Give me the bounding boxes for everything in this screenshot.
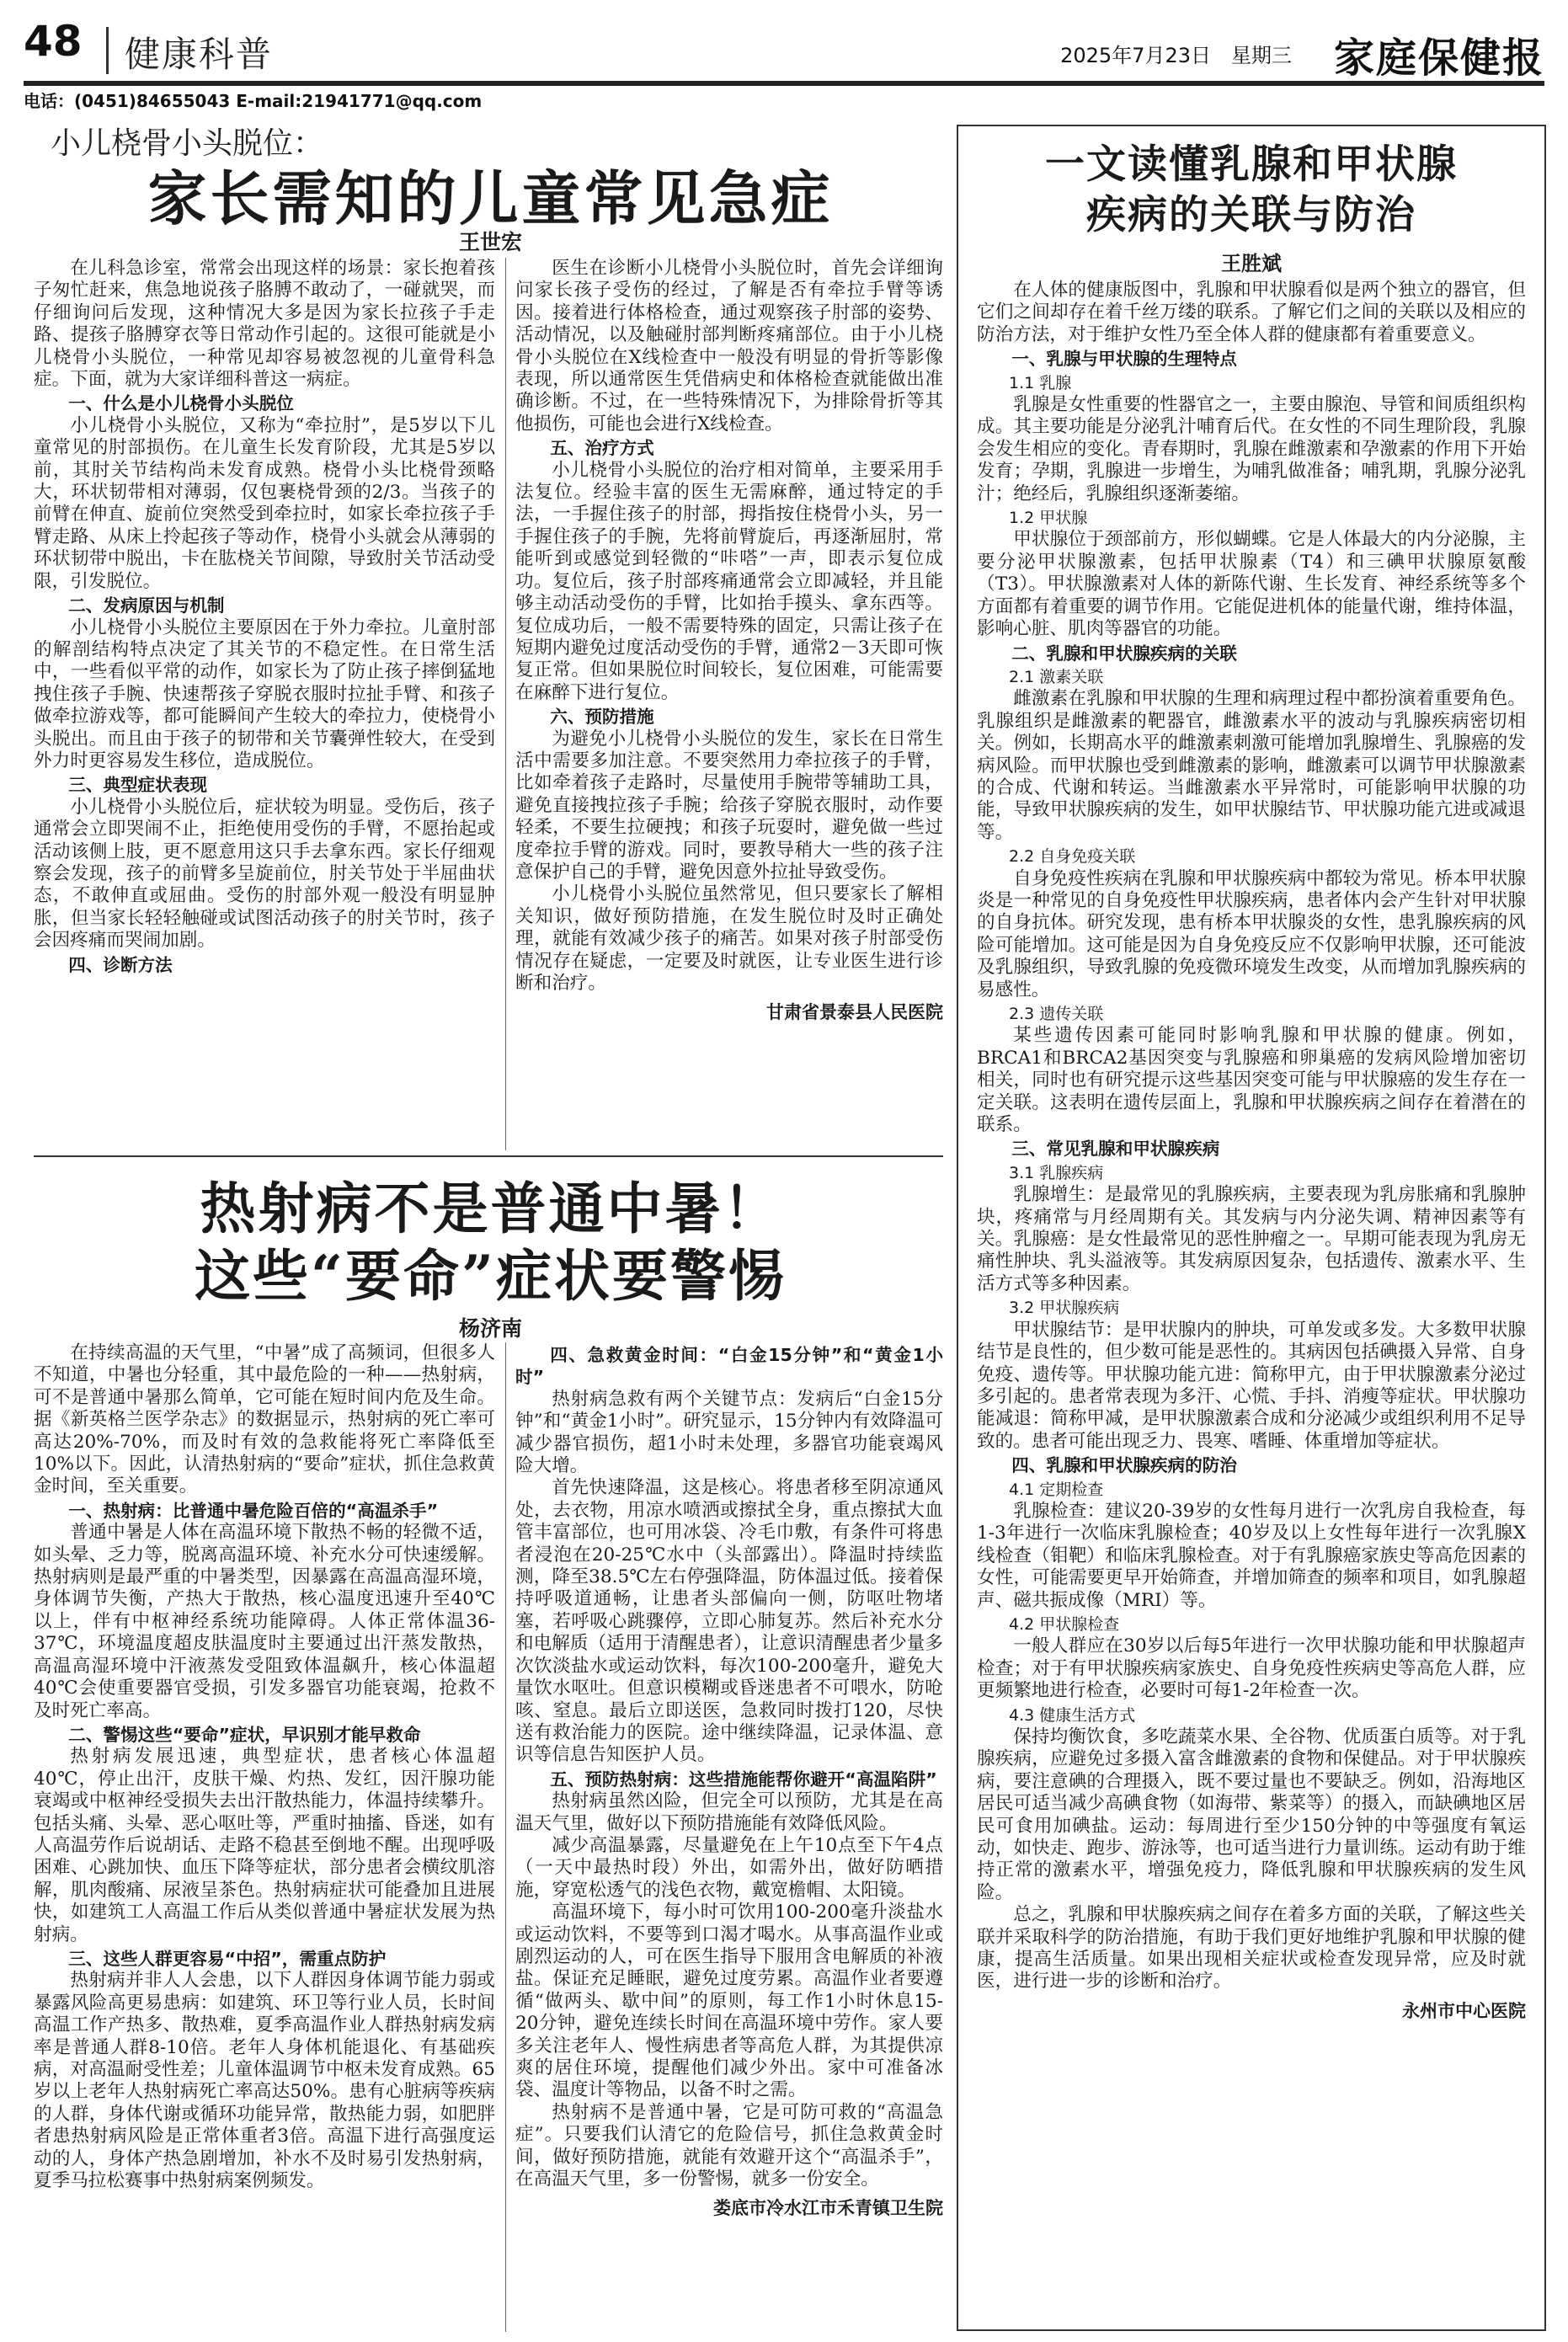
article3-title-line1: 一文读懂乳腺和甲状腺 — [1045, 141, 1458, 188]
section-name: 健康科普 — [125, 34, 274, 75]
paragraph: 甲状腺位于颈部前方，形似蝴蝶。它是人体最大的内分泌腺，主要分泌甲状腺激素，包括甲状腺素（T4）和三碘甲状腺原氨酸（T3）。甲状腺激素对人体的新陈代谢、生长发育、神经系统等多个方面都有着重要的调节作用。它能促进机体的能量代谢，维持体温，影响心脏、肌肉等器官的功能。 — [977, 529, 1526, 640]
subsection-heading: 4.1 定期检查 — [1009, 1480, 1104, 1499]
article3-body — [977, 280, 1526, 2321]
paragraph: 乳腺增生：是最常见的乳腺疾病，主要表现为乳房胀痛和乳腺肿块，疼痛常与月经周期有关。其发病与内分泌失调、精神因素等有关。乳腺癌：是女性最常见的恶性肿瘤之一。早期可能表现为乳房无痛性肿块、乳头溢液等。其发病原因复杂，包括遗传、激素水平、生活方式等多种因素。 — [977, 1184, 1526, 1294]
article3-title — [960, 140, 1543, 241]
section-heading: 二、警惕这些“要命”症状，早识别才能早救命 — [68, 1724, 421, 1745]
subsection-heading: 4.3 健康生活方式 — [1009, 1705, 1136, 1725]
article2-column-2 — [515, 1342, 943, 2332]
paragraph: 小儿桡骨小头脱位的治疗相对简单，主要采用手法复位。经验丰富的医生无需麻醉，通过特定的手法，一手握住孩子的肘部，拇指按住桡骨小头，另一手握住孩子的手腕，先将前臂旋后，再逐渐屈肘，常能听到或感觉到轻微的“咔嗒”一声，即表示复位成功。复位后，孩子肘部疼痛通常会立即减轻，并且能够主动活动受伤的手臂，比如抬手摸头、拿东西等。复位成功后，一般不需要特殊的固定，只需让孩子在短期内避免过度活动受伤的手臂，通常2－3天即可恢复正常。但如果脱位时间较长，复位困难，可能需要在麻醉下进行复位。 — [515, 459, 943, 703]
paragraph: 甲状腺结节：是甲状腺内的肿块，可单发或多发。大多数甲状腺结节是良性的，但少数可能是恶性的。其病因包括碘摄入异常、自身免疫、遗传等。甲状腺功能亢进：简称甲亢，由于甲状腺激素分泌过多引起的。患者常表现为多汗、心慌、手抖、消瘦等症状。甲状腺功能减退：简称甲减，是甲状腺激素合成和分泌减少或组织利用不足导致的。患者可能出现乏力、畏寒、嗜睡、体重增加等症状。 — [977, 1319, 1526, 1452]
paragraph: 总之，乳腺和甲状腺疾病之间存在着多方面的关联，了解这些关联并采取科学的防治措施，有助于我们更好地维护乳腺和甲状腺的健康，提高生活质量。如果出现相关症状或检查发现异常，应及时就医，进行进一步的诊断和治疗。 — [977, 1904, 1526, 1993]
paragraph: 热射病虽然凶险，但完全可以预防，尤其是在高温天气里，做好以下预防措施能有效降低风险。 — [515, 1790, 943, 1834]
section-heading: 五、预防热射病：这些措施能帮你避开“高温陷阱” — [550, 1769, 937, 1790]
article2-title-line2: 这些“要命”症状要警惕 — [195, 1243, 787, 1309]
article3-title-line2: 疾病的关联与防治 — [1086, 192, 1416, 238]
article1-title: 家长需知的儿童常见急症 — [147, 163, 834, 233]
paragraph: 雌激素在乳腺和甲状腺的生理和病理过程中都扮演着重要角色。乳腺组织是雌激素的靶器官，雌激素水平的波动与乳腺疾病密切相关。例如，长期高水平的雌激素刺激可能增加乳腺增生、乳腺癌的发病风险。而甲状腺也受到雌激素的影响，雌激素可以调节甲状腺激素的合成、代谢和转运。当雌激素水平异常时，可能影响甲状腺的功能，导致甲状腺疾病的发生，如甲状腺结节、甲状腺功能亢进或减退等。 — [977, 688, 1526, 843]
article2-column-1 — [34, 1342, 495, 2332]
paragraph: 自身免疫性疾病在乳腺和甲状腺疾病中都较为常见。桥本甲状腺炎是一种常见的自身免疫性甲状腺疾病，患者体内会产生针对甲状腺的自身抗体。研究发现，患有桥本甲状腺炎的女性，患乳腺疾病的风险可能增加。这可能是因为自身免疫反应不仅影响甲状腺，还可能波及乳腺组织，导致乳腺的免疫微环境发生改变，从而增加乳腺疾病的易感性。 — [977, 867, 1526, 1000]
paragraph: 减少高温暴露，尽量避免在上午10点至下午4点（一天中最热时段）外出，如需外出，做好防晒措施，穿宽松透气的浅色衣物，戴宽檐帽、太阳镜。 — [515, 1834, 943, 1901]
section-heading: 二、乳腺和甲状腺疾病的关联 — [1011, 643, 1237, 664]
paragraph: 小儿桡骨小头脱位，又称为“牵拉肘”，是5岁以下儿童常见的肘部损伤。在儿童生长发育阶段，尤其是5岁以前，其肘关节结构尚未发育成熟。桡骨小头比桡骨颈略大，环状韧带相对薄弱，仅包裹桡骨颈的2/3。当孩子的前臂在伸直、旋前位突然受到牵拉时，如家长牵拉孩子手臂走路、从床上拎起孩子等动作，桡骨小头就会从薄弱的环状韧带中脱出，卡在肱桡关节间隙，导致肘关节活动受限，引发脱位。 — [34, 414, 495, 592]
paragraph: 乳腺是女性重要的性器官之一，主要由腺泡、导管和间质组织构成。其主要功能是分泌乳汁哺育后代。在女性的不同生理阶段，乳腺会发生相应的变化。青春期时，乳腺在雌激素和孕激素的作用下开始发育；孕期，乳腺进一步增生，为哺乳做准备；哺乳期，乳腺分泌乳汁；绝经后，乳腺组织逐渐萎缩。 — [977, 394, 1526, 504]
contact-line: 电话：(0451)84655043 E-mail:21941771@qq.com — [24, 91, 483, 111]
paragraph: 热射病发展迅速，典型症状，患者核心体温超40℃，停止出汗，皮肤干燥、灼热、发红，因汗腺功能衰竭或中枢神经受损失去出汗散热能力，体温持续攀升。包括头痛、头晕、恶心呕吐等，严重时抽搐、昏迷，如有人高温劳作后说胡话、走路不稳甚至倒地不醒。出现呼吸困难、心跳加快、血压下降等症状，部分患者会横纹肌溶解，肌肉酸痛、尿液呈茶色。热射病症状可能叠加且进展快，如建筑工人高温工作后从类似普通中暑症状发展为热射病。 — [34, 1746, 495, 1945]
article1-column-1 — [34, 258, 495, 1150]
article1-subtitle: 小儿桡骨小头脱位： — [51, 126, 324, 161]
subsection-heading: 3.1 乳腺疾病 — [1009, 1163, 1104, 1182]
section-heading: 四、诊断方法 — [68, 954, 173, 975]
paragraph: 高温环境下，每小时可饮用100-200毫升淡盐水或运动饮料，不要等到口渴才喝水。从事高温作业或剧烈运动的人，可在医生指导下服用含电解质的补液盐。保证充足睡眠，避免过度劳累。高温作业者要遵循“做两头、歇中间”的原则，每工作1小时休息15-20分钟，避免连续长时间在高温环境中劳作。家人要多关注老年人、慢性病患者等高危人群，为其提供凉爽的居住环境，提醒他们减少外出。家中可准备冰袋、温度计等物品，以备不时之需。 — [515, 1902, 943, 2101]
subsection-heading: 2.2 自身免疫关联 — [1009, 847, 1136, 867]
paragraph: 在持续高温的天气里，“中暑”成了高频词，但很多人不知道，中暑也分轻重，其中最危险的一种——热射病，可不是普通中暑那么简单，它可能在短时间内危及生命。据《新英格兰医学杂志》的数据显示，热射病的死亡率可高达20%-70%，而及时有效的急救能将死亡率降低至10%以下。因此，认清热射病的“要命”症状，抓住急救黄金时间，至关重要。 — [34, 1342, 495, 1497]
section-heading: 一、乳腺与甲状腺的生理特点 — [1011, 349, 1237, 370]
paragraph: 为避免小儿桡骨小头脱位的发生，家长在日常生活中需要多加注意。不要突然用力牵拉孩子的手臂，比如牵着孩子走路时，尽量使用手腕带等辅助工具，避免直接拽拉孩子手腕；给孩子穿脱衣服时，动作要轻柔，不要生拉硬拽；和孩子玩耍时，避免做一些过度牵拉手臂的游戏。同时，要教导稍大一些的孩子注意保护自己的手臂，避免因意外拉扯导致受伤。 — [515, 728, 943, 883]
paragraph: 首先快速降温，这是核心。将患者移至阴凉通风处，去衣物，用凉水喷洒或擦拭全身，重点擦拭大血管丰富部位，也可用冰袋、冷毛巾敷，有条件可将患者浸泡在20-25℃水中（头部露出）。降温时持续监测，降至38.5℃左右停强降温，防体温过低。接着保持呼吸道通畅，让患者头部偏向一侧，防呕吐物堵塞，若呼吸心跳骤停，立即心肺复苏。然后补充水分和电解质（适用于清醒患者），让意识清醒患者少量多次饮淡盐水或运动饮料，每次100-200毫升，避免大量饮水呕吐。但意识模糊或昏迷患者不可喂水，防呛咳、窒息。最后立即送医，急救同时拨打120，尽快送有救治能力的医院。途中继续降温，记录体温、意识等信息告知医护人员。 — [515, 1477, 943, 1766]
subsection-heading: 1.1 乳腺 — [1009, 373, 1072, 392]
paragraph: 小儿桡骨小头脱位虽然常见，但只要家长了解相关知识，做好预防措施，在发生脱位时及时正确处理，就能有效减少孩子的痛苦。如果对孩子肘部受伤情况存在疑虑，一定要及时就医，让专业医生进行诊断和治疗。 — [515, 883, 943, 994]
subsection-heading: 3.2 甲状腺疾病 — [1009, 1299, 1120, 1318]
section-heading: 二、发病原因与机制 — [68, 595, 225, 616]
paragraph: 小儿桡骨小头脱位主要原因在于外力牵拉。儿童肘部的解剖结构特点决定了其关节的不稳定性。在日常生活中，一些看似平常的动作，如家长为了防止孩子摔倒猛地拽住孩子手腕、快速帮孩子穿脱衣服时拉扯手臂、和孩子做牵拉游戏等，都可能瞬间产生较大的牵拉力，使桡骨小头脱出。而且由于孩子的韧带和关节囊弹性较大，在受到外力时更容易发生移位，造成脱位。 — [34, 616, 495, 771]
paragraph: 在儿科急诊室，常常会出现这样的场景：家长抱着孩子匆忙赶来，焦急地说孩子胳膊不敢动了，一碰就哭，而仔细询问后发现，这种情况大多是因为家长拉孩子手走路、提孩子胳膊穿衣等日常动作引起的。这很可能就是小儿桡骨小头脱位，一种常见却容易被忽视的儿童骨科急症。下面，就为大家详细科普这一病症。 — [34, 258, 495, 391]
section-heading: 四、急救黄金时间：“白金15分钟”和“黄金1小时” — [515, 1345, 943, 1388]
paragraph: 小儿桡骨小头脱位后，症状较为明显。受伤后，孩子通常会立即哭闹不止，拒绝使用受伤的手臂，不愿抬起或活动该侧上肢，更不愿意用这只手去拿东西。家长仔细观察会发现，孩子的前臂多呈旋前位，肘关节处于半屈曲状态，不敢伸直或屈曲。受伤的肘部外观一般没有明显肿胀，但当家长轻轻触碰或试图活动孩子的肘关节时，孩子会因疼痛而哭闹加剧。 — [34, 796, 495, 952]
column-divider — [505, 258, 506, 1150]
paper-masthead: 家庭保健报 — [1333, 35, 1544, 82]
subsection-heading: 2.1 激素关联 — [1009, 667, 1104, 686]
paragraph: 热射病急救有两个关键节点：发病后“白金15分钟”和“黄金1小时”。研究显示，15分钟内有效降温可减少器官损伤，超1小时未处理，多器官功能衰竭风险大增。 — [515, 1388, 943, 1477]
paragraph: 某些遗传因素可能同时影响乳腺和甲状腺的健康。例如，BRCA1和BRCA2基因突变与乳腺癌和卵巢癌的发病风险增加密切相关，同时也有研究提示这些基因突变可能与甲状腺癌的发生存在一定关联。这表明在遗传层面上，乳腺和甲状腺疾病之间存在着潜在的联系。 — [977, 1025, 1526, 1136]
section-heading: 四、乳腺和甲状腺疾病的防治 — [1011, 1455, 1237, 1476]
paragraph: 普通中暑是人体在高温环境下散热不畅的轻微不适，如头晕、乏力等，脱离高温环境、补充水分可快速缓解。热射病则是最严重的中暑类型，因暴露在高温高湿环境，身体调节失衡，产热大于散热，核心温度迅速升至40℃以上，伴有中枢神经系统功能障碍。人体正常体温36-37℃，环境温度超皮肤温度时主要通过出汗蒸发散热，高温高湿环境中汗液蒸发受阻致体温飙升，核心体温超40℃会使重要器官受损，引发多器官功能衰竭，抢救不及时死亡率高。 — [34, 1522, 495, 1721]
section-heading: 五、治疗方式 — [550, 438, 654, 459]
section-heading: 三、常见乳腺和甲状腺疾病 — [1011, 1139, 1220, 1160]
article2-author: 杨济南 — [458, 1316, 522, 1341]
author-organization: 甘肃省景泰县人民医院 — [766, 1002, 943, 1023]
article3-author: 王胜斌 — [1221, 252, 1282, 275]
paragraph: 乳腺检查：建议20-39岁的女性每月进行一次乳房自我检查，每1-3年进行一次临床乳腺检查；40岁及以上女性每年进行一次乳腺X线检查（钼靶）和临床乳腺检查。对于有乳腺癌家族史等高危因素的女性，可能需要更早开始筛查，并增加筛查的频率和项目，如乳腺超声、磁共振成像（MRI）等。 — [977, 1500, 1526, 1611]
section-heading: 三、这些人群更容易“中招”，需重点防护 — [68, 1948, 387, 1969]
article2-title — [34, 1175, 947, 1310]
subsection-heading: 1.2 甲状腺 — [1009, 509, 1088, 528]
paragraph: 在人体的健康版图中，乳腺和甲状腺看似是两个独立的器官，但它们之间却存在着千丝万缕的联系。了解它们之间的关联以及相应的防治方法，对于维护女性乃至全体人群的健康都有着重要意义。 — [977, 280, 1526, 345]
section-heading: 六、预防措施 — [550, 707, 654, 728]
header-divider — [106, 27, 109, 74]
paragraph: 热射病不是普通中暑，它是可防可救的“高温急症”。只要我们认清它的危险信号，抓住急救黄金时间，做好预防措施，就能有效避开这个“高温杀手”，在高温天气里，多一份警惕，就多一份安全。 — [515, 2101, 943, 2190]
paragraph: 热射病并非人人会患，以下人群因身体调节能力弱或暴露风险高更易患病：如建筑、环卫等行业人员，长时间高温工作产热多、散热难，夏季高温作业人群热射病发病率是普通人群8-10倍。老年人身体机能退化、有基础疾病，对高温耐受性差；儿童体温调节中枢未发育成熟。65岁以上老年人热射病死亡率高达50%。患有心脏病等疾病的人群，身体代谢或循环功能异常，散热能力弱，如肥胖者患热射病风险是正常体重者3倍。高温下进行高强度运动的人，身体产热急剧增加，补水不及时易引发热射病，夏季马拉松赛事中热射病案例频发。 — [34, 1970, 495, 2192]
column-divider — [505, 1342, 506, 2332]
subsection-heading: 4.2 甲状腺检查 — [1009, 1614, 1120, 1634]
issue-date: 2025年7月23日 星期三 — [1060, 44, 1292, 67]
section-heading: 一、什么是小儿桡骨小头脱位 — [68, 393, 294, 414]
section-heading: 三、典型症状表现 — [68, 775, 207, 796]
page-header — [24, 17, 1544, 86]
paragraph: 医生在诊断小儿桡骨小头脱位时，首先会详细询问家长孩子受伤的经过，了解是否有牵拉手臂等诱因。接着进行体格检查，通过观察孩子肘部的姿势、活动情况，以及触碰肘部判断疼痛部位。由于小儿桡骨小头脱位在X线检查中一般没有明显的骨折等影像表现，所以通常医生凭借病史和体格检查就能做出准确诊断。不过，在一些特殊情况下，为排除骨折等其他损伤，可能也会进行X线检查。 — [515, 258, 943, 435]
author-organization: 永州市中心医院 — [1402, 2000, 1526, 2021]
article1-column-2 — [515, 258, 943, 1150]
subsection-heading: 2.3 遗传关联 — [1009, 1005, 1104, 1023]
author-organization: 娄底市冷水江市禾青镇卫生院 — [713, 2198, 943, 2219]
paragraph: 保持均衡饮食，多吃蔬菜水果、全谷物、优质蛋白质等。对于乳腺疾病，应避免过多摄入富含雌激素的食物和保健品。对于甲状腺疾病，要注意碘的合理摄入，既不要过量也不要缺乏。例如，沿海地区居民可适当减少高碘食物（如海带、紫菜等）的摄入，而缺碘地区居民可食用加碘盐。运动：每周进行至少150分钟的中等强度有氧运动，如快走、跑步、游泳等，也可适当进行力量训练。运动有助于维持正常的激素水平，增强免疫力，降低乳腺和甲状腺疾病的发生风险。 — [977, 1726, 1526, 1903]
article1-author: 王世宏 — [458, 230, 522, 254]
page-number: 48 — [24, 17, 83, 66]
section-heading: 一、热射病：比普通中暑危险百倍的“高温杀手” — [68, 1500, 439, 1521]
article-separator — [34, 1155, 943, 1157]
article2-title-line1: 热射病不是普通中暑！ — [200, 1176, 781, 1241]
paragraph: 一般人群应在30岁以后每5年进行一次甲状腺功能和甲状腺超声检查；对于有甲状腺疾病家族史、自身免疫性疾病史等高危人群，应更频繁地进行检查，必要时可每1-2年检查一次。 — [977, 1635, 1526, 1702]
